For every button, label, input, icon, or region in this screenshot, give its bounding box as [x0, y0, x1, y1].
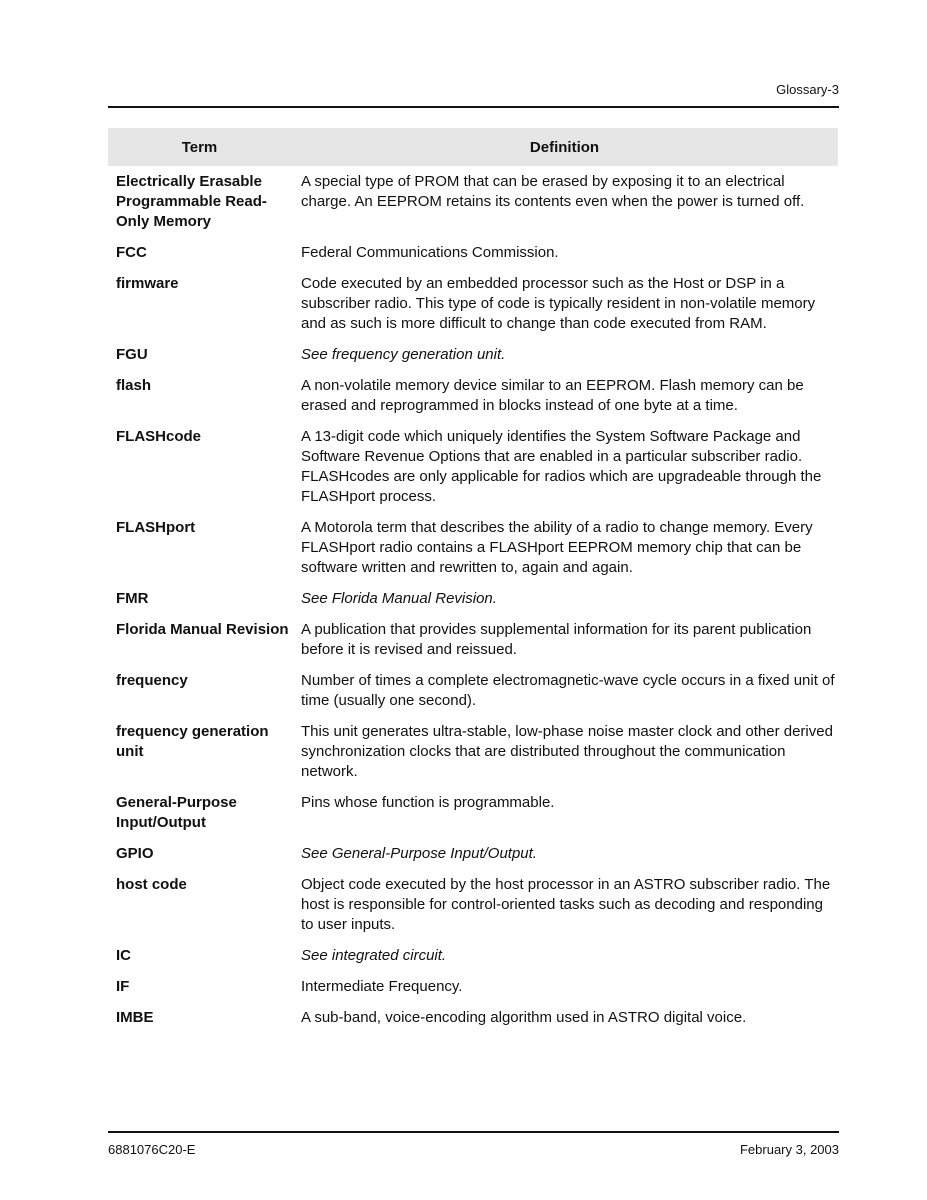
glossary-term: FCC	[116, 244, 147, 261]
glossary-body	[108, 166, 838, 1039]
footer-rule	[108, 1131, 839, 1133]
glossary-row	[108, 875, 838, 946]
glossary-row	[108, 427, 838, 518]
glossary-term: FLASHport	[116, 519, 196, 536]
glossary-term: FLASHcode	[116, 428, 202, 445]
glossary-definition: A Motorola term that describes the ability of a radio to change memory. Every FLASHport radio contains a FLASHport EEPROM memory chip that can be software written and rewritten to, again and again.	[301, 519, 813, 576]
glossary-row	[108, 620, 838, 671]
glossary-definition: Object code executed by the host processor in an ASTRO subscriber radio. The host is responsible for control-oriented tasks such as decoding and responding to user inputs.	[301, 876, 831, 933]
glossary-row	[108, 518, 838, 589]
glossary-row	[108, 345, 838, 376]
glossary-definition: See integrated circuit.	[301, 947, 447, 964]
glossary-row	[108, 166, 838, 243]
glossary-row	[108, 844, 838, 875]
glossary-definition: Intermediate Frequency.	[301, 978, 463, 995]
glossary-definition: A publication that provides supplemental information for its parent publication before it is revised and reissued.	[301, 621, 812, 658]
glossary-term: FMR	[116, 590, 149, 607]
glossary-row	[108, 671, 838, 722]
glossary-term: frequency generation unit	[116, 723, 269, 760]
glossary-row	[108, 977, 838, 1008]
glossary-row	[108, 793, 838, 844]
glossary-row	[108, 243, 838, 274]
glossary-row	[108, 722, 838, 793]
glossary-term: IMBE	[116, 1009, 154, 1026]
column-header-definition: Definition	[291, 128, 838, 166]
glossary-definition: Federal Communications Commission.	[301, 244, 559, 261]
table-header-row	[108, 128, 838, 166]
glossary-definition: Number of times a complete electromagnetic-wave cycle occurs in a fixed unit of time (usually one second).	[301, 672, 835, 709]
glossary-term: General-Purpose Input/Output	[116, 794, 237, 831]
glossary-definition: This unit generates ultra-stable, low-phase noise master clock and other derived synchronization clocks that are distributed throughout the communication network.	[301, 723, 833, 780]
glossary-term: FGU	[116, 346, 148, 363]
document-number: 6881076C20-E	[108, 1142, 196, 1157]
glossary-definition: A non-volatile memory device similar to an EEPROM. Flash memory can be erased and reprogrammed in blocks instead of one byte at a time.	[301, 377, 804, 414]
glossary-definition: Code executed by an embedded processor such as the Host or DSP in a subscriber radio. This type of code is typically resident in non-volatile memory and as such is more difficult to change than code executed from RAM.	[301, 275, 816, 332]
column-header-term: Term	[108, 128, 291, 166]
glossary-term: firmware	[116, 275, 179, 292]
glossary-term: frequency	[116, 672, 188, 689]
glossary-definition: See General-Purpose Input/Output.	[301, 845, 537, 862]
glossary-term: Florida Manual Revision	[116, 621, 289, 638]
glossary-row	[108, 946, 838, 977]
glossary-row	[108, 1008, 838, 1039]
glossary-row	[108, 274, 838, 345]
glossary-row	[108, 376, 838, 427]
glossary-definition: Pins whose function is programmable.	[301, 794, 555, 811]
glossary-row	[108, 589, 838, 620]
glossary-table	[108, 128, 838, 1039]
glossary-term: IC	[116, 947, 131, 964]
glossary-term: flash	[116, 377, 152, 394]
glossary-definition: A special type of PROM that can be erased by exposing it to an electrical charge. An EEPROM retains its contents even when the power is turned off.	[301, 173, 805, 210]
header-rule	[108, 106, 839, 108]
glossary-definition: See frequency generation unit.	[301, 346, 506, 363]
page-label: Glossary-3	[776, 82, 839, 97]
glossary-term: Electrically Erasable Programmable Read-Only Memory	[116, 173, 267, 230]
glossary-term: GPIO	[116, 845, 154, 862]
glossary-definition: See Florida Manual Revision.	[301, 590, 497, 607]
publication-date: February 3, 2003	[739, 1142, 839, 1157]
glossary-definition: A 13-digit code which uniquely identifies the System Software Package and Software Revenue Options that are enabled in a particular subscriber radio. FLASHcodes are only applicable for radios which are upgradeable through the FLASHport process.	[301, 428, 822, 505]
glossary-term: IF	[116, 978, 130, 995]
glossary-term: host code	[116, 876, 187, 893]
glossary-definition: A sub-band, voice-encoding algorithm used in ASTRO digital voice.	[301, 1009, 747, 1026]
